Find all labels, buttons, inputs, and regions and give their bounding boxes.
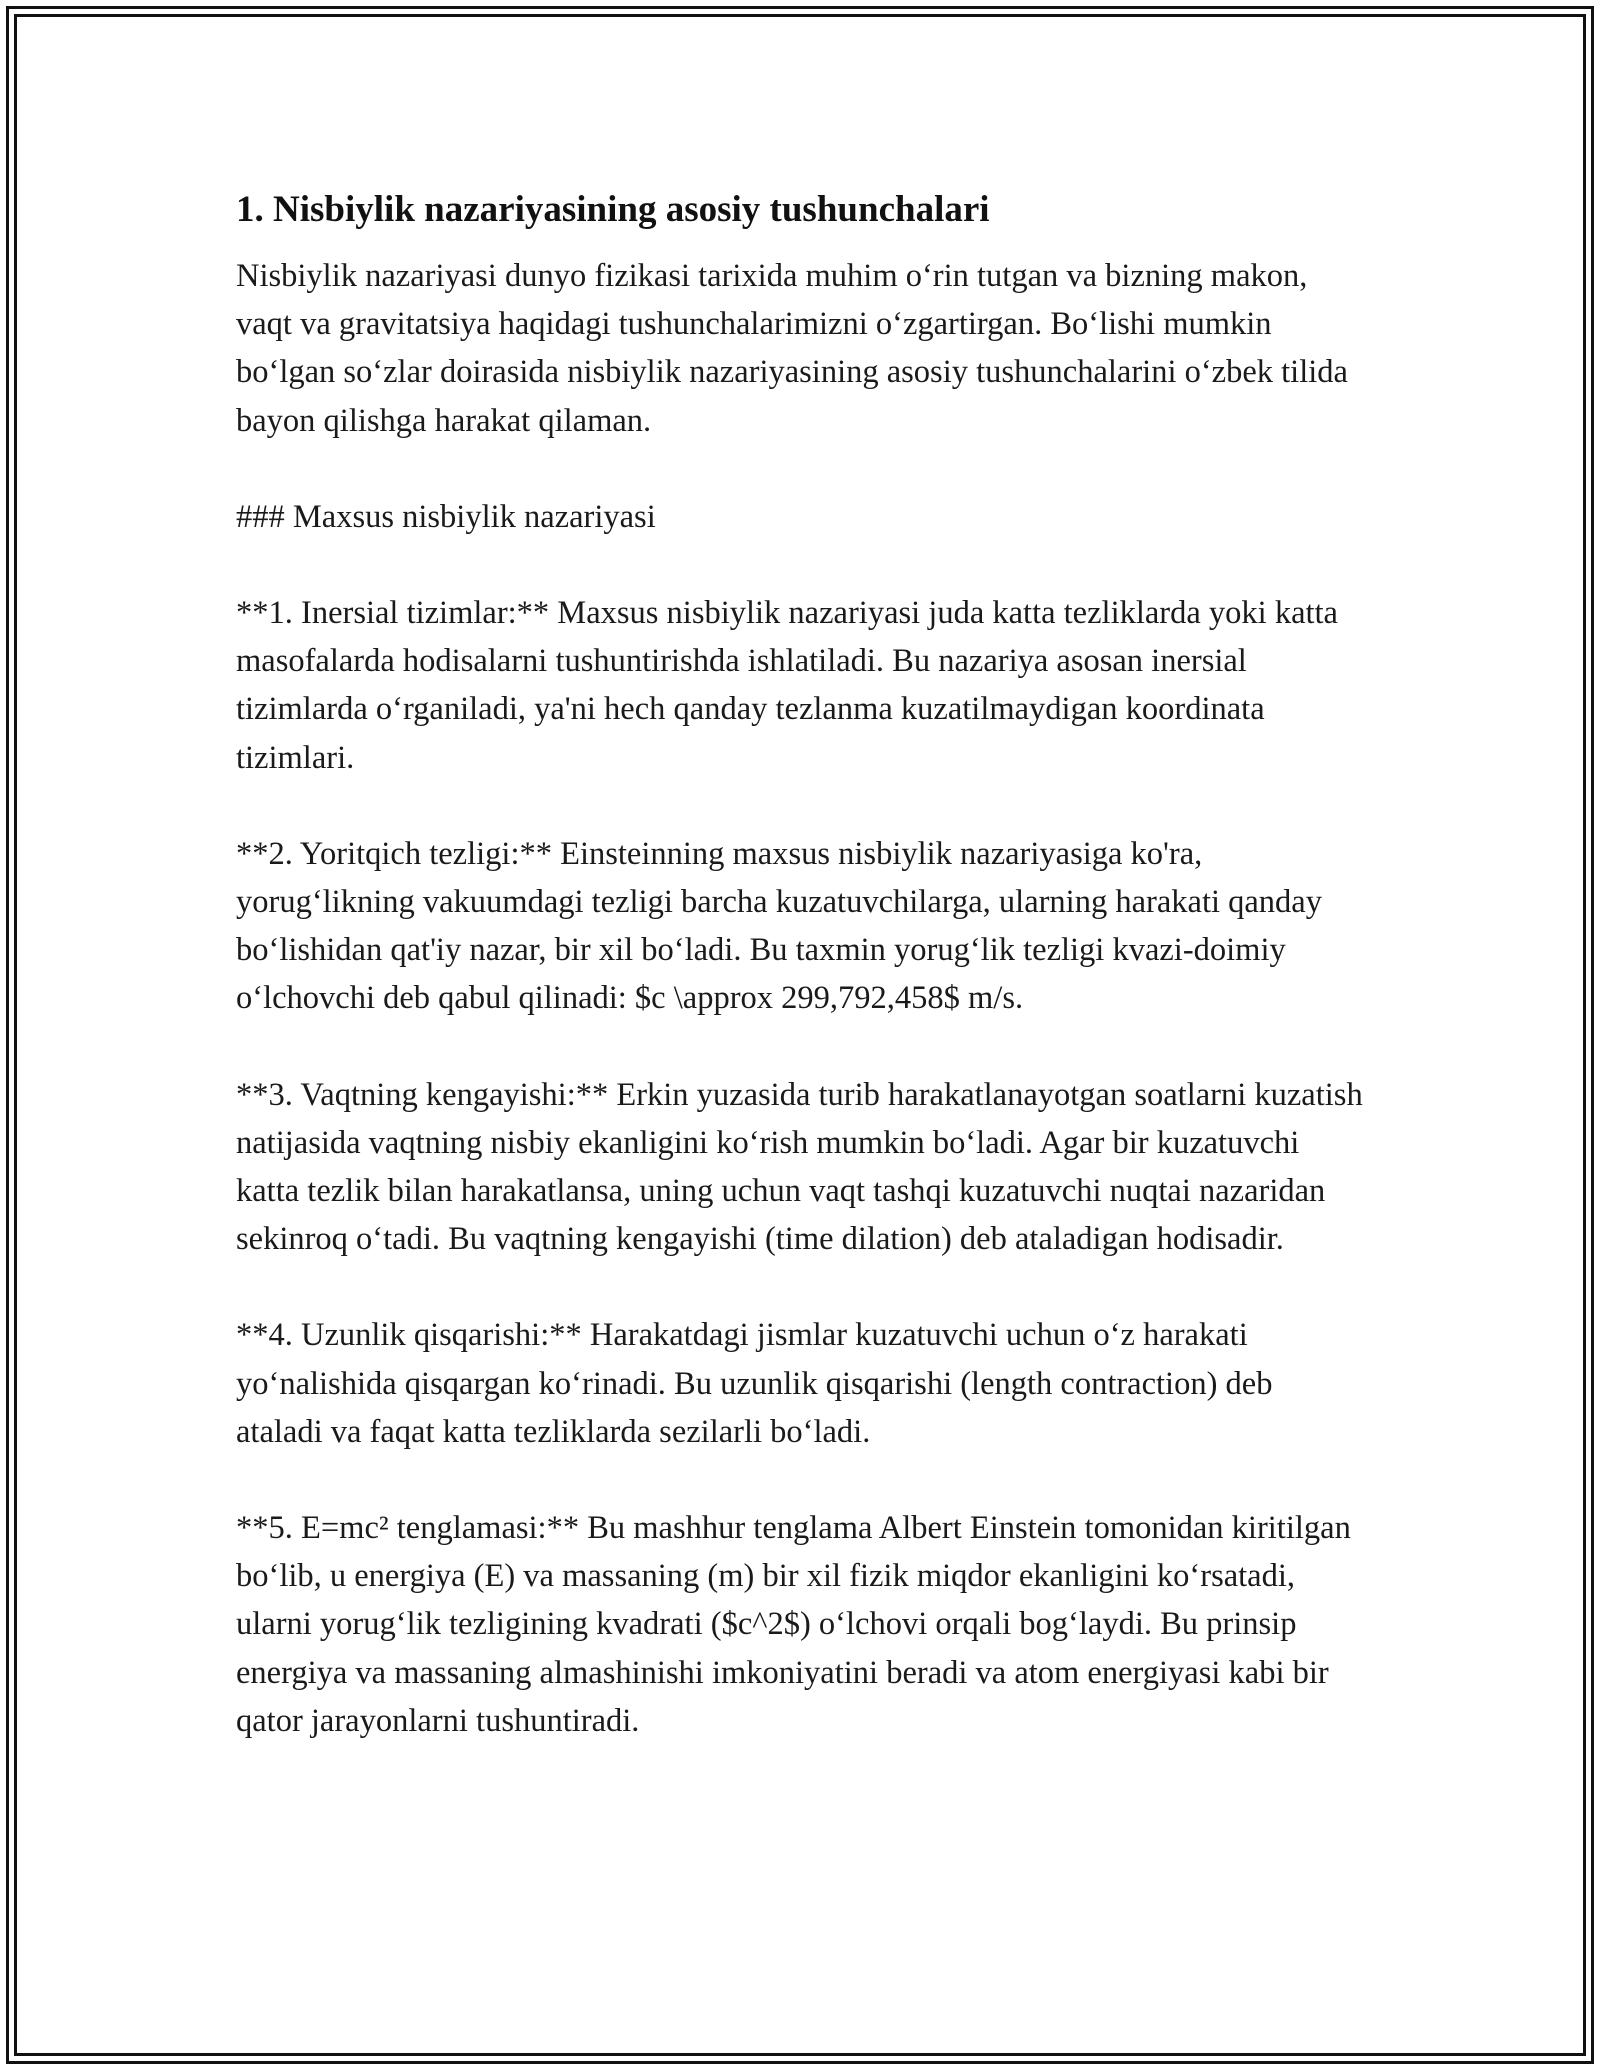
paragraph-inertial-systems: **1. Inersial tizimlar:** Maxsus nisbiylik nazariyasi juda katta tezliklarda yoki katta masofalarda hodisalarni tushuntirishda ishlatiladi. Bu nazariya asosan inersial tizimlarda o‘rganiladi, ya'ni hech qanday tezlanma kuzatilmaydigan koordinata tizimlari. <box>236 595 1338 776</box>
paragraph-mass-energy: **5. E=mc² tenglamasi:** Bu mashhur tenglama Albert Einstein tomonidan kiritilgan bo‘lib, u energiya (E) va massaning (m) bir xil fizik miqdor ekanligini ko‘rsatadi, ularni yorug‘lik tezligining kvadrati ($c^2$) o‘lchovi orqali bog‘laydi. Bu prinsip energiya va massaning almashinishi imkoniyatini beradi va atom energiyasi kabi bir qator jarayonlarni tushuntiradi. <box>236 1510 1351 1739</box>
document-body <box>236 186 1366 1793</box>
paragraph-speed-of-light: **2. Yoritqich tezligi:** Einsteinning maxsus nisbiylik nazariyasiga ko'ra, yorug‘likning vakuumdagi tezligi barcha kuzatuvchilarga, ularning harakati qanday bo‘lishidan qat'iy nazar, bir xil bo‘ladi. Bu taxmin yorug‘lik tezligi kvazi-doimiy o‘lchovchi deb qabul qilinadi: $c \approx 299,792,458$ m/s. <box>236 835 1322 1017</box>
document-title: 1. Nisbiylik nazariyasining asosiy tushunchalari <box>236 189 990 230</box>
intro-paragraph: Nisbiylik nazariyasi dunyo fizikasi tarixida muhim o‘rin tutgan va bizning makon, vaqt va gravitatsiya haqidagi tushunchalarimizni o‘zgartirgan. Bo‘lishi mumkin bo‘lgan so‘zlar doirasida nisbiylik nazariyasining asosiy tushunchalarini o‘zbek tilida bayon qilishga harakat qilaman. <box>236 258 1348 439</box>
section-subheading: ### Maxsus nisbiylik nazariyasi <box>236 498 656 535</box>
paragraph-time-dilation: **3. Vaqtning kengayishi:** Erkin yuzasida turib harakatlanayotgan soatlarni kuzatish natijasida vaqtning nisbiy ekanligini ko‘rish mumkin bo‘ladi. Agar bir kuzatuvchi katta tezlik bilan harakatlansa, uning uchun vaqt tashqi kuzatuvchi nuqtai nazaridan sekinroq o‘tadi. Bu vaqtning kengayishi (time dilation) deb ataladigan hodisadir. <box>236 1076 1363 1258</box>
paragraph-length-contraction: **4. Uzunlik qisqarishi:** Harakatdagi jismlar kuzatuvchi uchun o‘z harakati yo‘nalishida qisqargan ko‘rinadi. Bu uzunlik qisqarishi (length contraction) deb ataladi va faqat katta tezliklarda sezilarli bo‘ladi. <box>236 1317 1273 1450</box>
